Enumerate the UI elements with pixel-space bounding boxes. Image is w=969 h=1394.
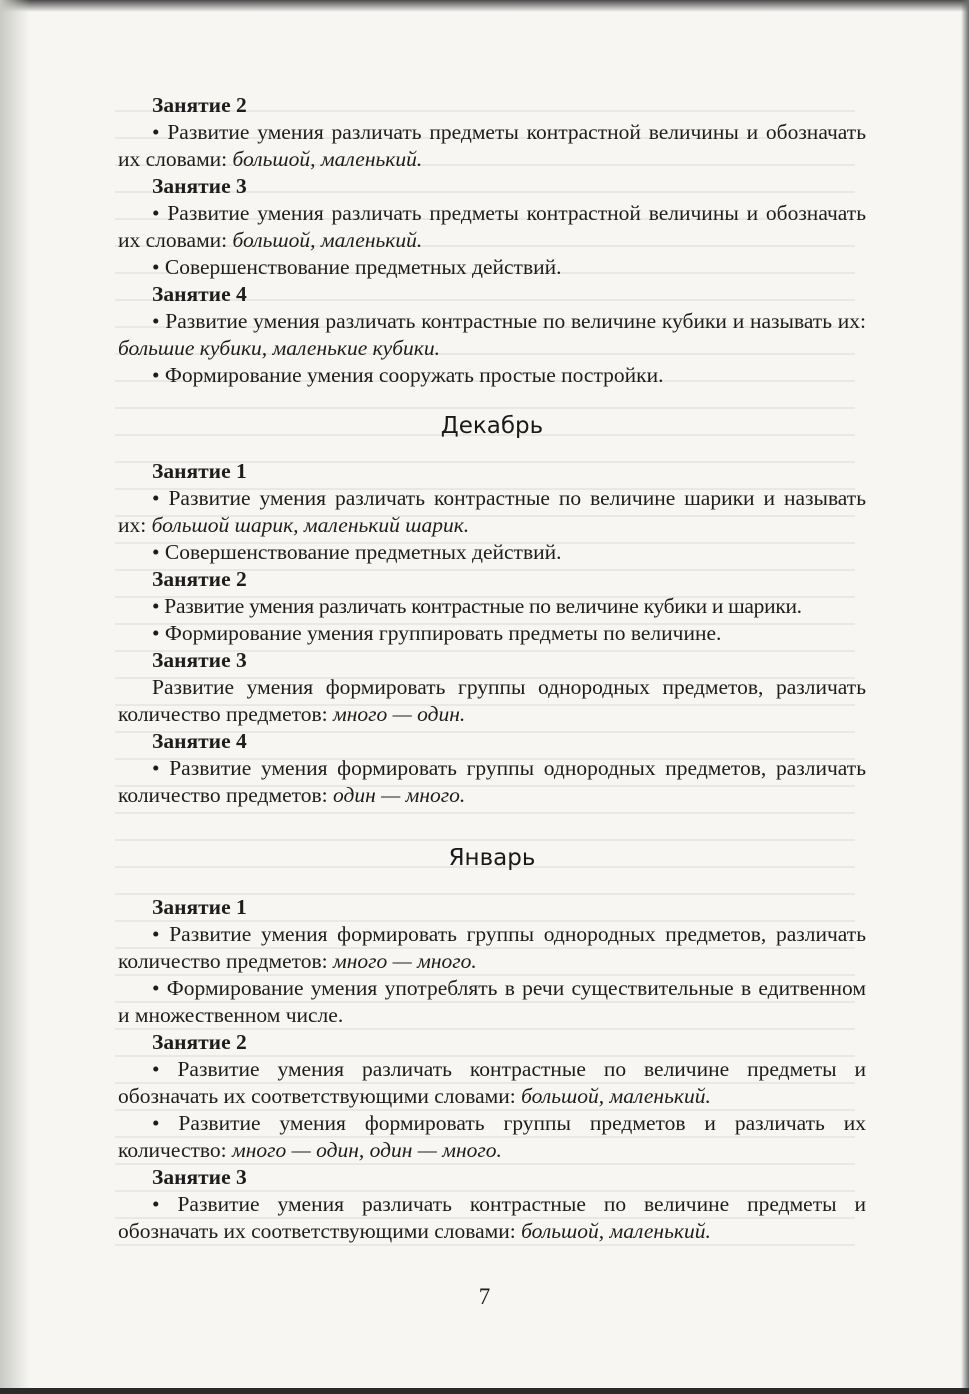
lesson-paragraph: Развитие умения формировать группы однородных предметов, различать количество предметов: много — один. bbox=[118, 675, 866, 726]
lesson-paragraph: • Развитие умения различать контрастные по величине предметы и обозначать их соответствующими словами: большой, маленький. bbox=[118, 1192, 866, 1243]
lesson-heading: Занятие 3 bbox=[152, 174, 247, 198]
lesson-paragraph: • Формирование умения употреблять в речи существительные в едитвенном и множественном числе. bbox=[118, 976, 866, 1027]
lesson-heading: Занятие 3 bbox=[152, 648, 247, 672]
lesson-paragraph: • Совершенствование предметных действий. bbox=[152, 540, 562, 564]
lesson-paragraph: • Формирование умения группировать предметы по величине. bbox=[152, 621, 722, 645]
month-heading-december: Декабрь bbox=[440, 413, 544, 439]
page-bottom-edge bbox=[0, 1388, 969, 1394]
lesson-heading: Занятие 2 bbox=[152, 1030, 247, 1054]
page-right-edge bbox=[961, 0, 969, 1394]
lesson-paragraph: • Развитие умения различать предметы контрастной величины и обозначать их словами: большой, маленький. bbox=[118, 120, 866, 171]
page-number: 7 bbox=[478, 1284, 491, 1309]
page-left-edge bbox=[0, 0, 30, 1394]
lesson-paragraph: • Развитие умения различать контрастные по величине предметы и обозначать их соответствующими словами: большой, маленький. bbox=[118, 1057, 866, 1108]
lesson-heading: Занятие 2 bbox=[152, 93, 247, 117]
lesson-heading: Занятие 1 bbox=[152, 459, 247, 483]
lesson-heading: Занятие 2 bbox=[152, 567, 247, 591]
lesson-heading: Занятие 4 bbox=[152, 729, 247, 753]
lesson-heading: Занятие 1 bbox=[152, 895, 247, 919]
month-heading-january: Январь bbox=[448, 845, 536, 871]
lesson-paragraph: • Формирование умения сооружать простые постройки. bbox=[152, 363, 664, 387]
lesson-paragraph: • Развитие умения формировать группы однородных предметов, различать количество предметов: один — много. bbox=[118, 756, 866, 807]
lesson-paragraph: • Развитие умения различать контрастные по величине кубики и шарики. bbox=[152, 594, 802, 618]
lesson-paragraph: • Развитие умения различать контрастные по величине кубики и называть их: большие кубики, маленькие кубики. bbox=[118, 309, 866, 360]
page-body bbox=[118, 92, 866, 1245]
lesson-heading: Занятие 3 bbox=[152, 1165, 247, 1189]
lesson-paragraph: • Развитие умения формировать группы предметов и различать их количество: много — один, один — много. bbox=[118, 1111, 866, 1162]
lesson-paragraph: • Развитие умения различать предметы контрастной величины и обозначать их словами: большой, маленький. bbox=[118, 201, 866, 252]
lesson-paragraph: • Совершенствование предметных действий. bbox=[152, 255, 562, 279]
lesson-heading: Занятие 4 bbox=[152, 282, 247, 306]
lesson-paragraph: • Развитие умения различать контрастные по величине шарики и называть их: большой шарик, маленький шарик. bbox=[118, 486, 866, 537]
page-top-edge bbox=[0, 0, 969, 12]
lesson-paragraph: • Развитие умения формировать группы однородных предметов, различать количество предметов: много — много. bbox=[118, 922, 866, 973]
